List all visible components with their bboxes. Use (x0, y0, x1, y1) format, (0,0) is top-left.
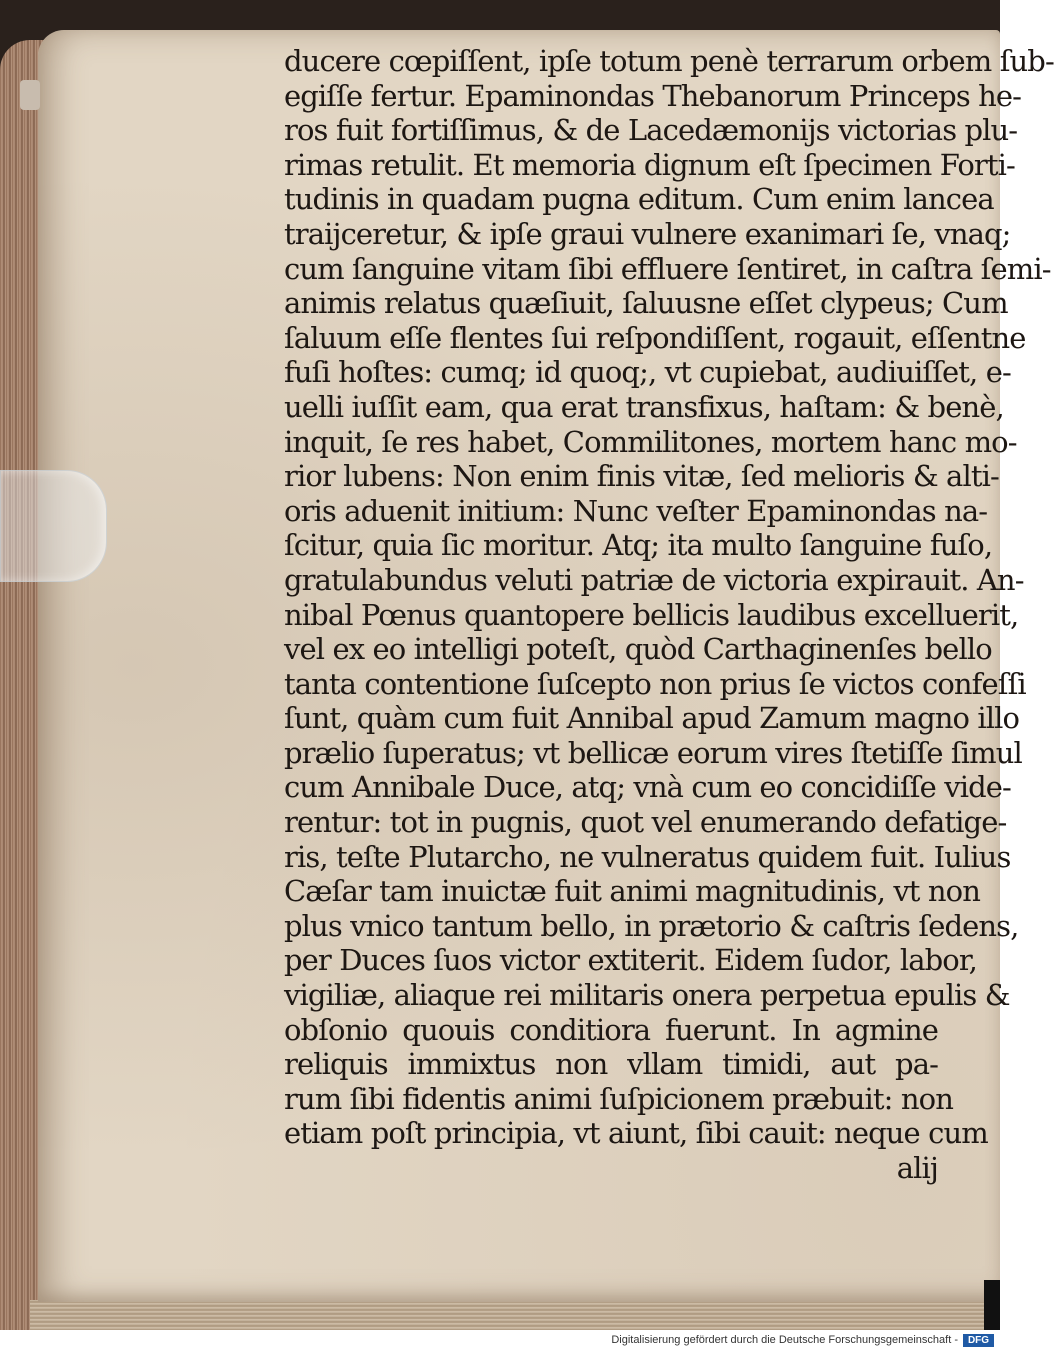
text-line: ſunt, quàm cum fuit Annibal apud Zamum magno illo (284, 701, 1020, 736)
funding-notice: Digitalisierung gefördert durch die Deutsche Forschungsgemeinschaft - (611, 1334, 958, 1346)
text-line: rior lubens: Non enim finis vitæ, ſed melioris & alti- (284, 459, 999, 494)
text-line: tudinis in quadam pugna editum. Cum enim lancea (284, 182, 994, 217)
text-line: ducere cœpiſſent, ipſe totum penè terrarum orbem ſub- (284, 44, 1054, 78)
plastic-page-holder (0, 470, 107, 582)
text-line: ſcitur, quia ſic moritur. Atq; ita multo ſanguine fuſo, (284, 528, 993, 563)
text-line: oris aduenit initium: Nunc veſter Epaminondas na- (284, 493, 988, 528)
text-line: tanta contentione ſuſcepto non prius ſe victos confeſſi (284, 666, 1026, 701)
text-line: traijceretur, & ipſe graui vulnere exanimari ſe, vnaq; (284, 216, 1011, 251)
text-line: inquit, ſe res habet, Commilitones, mortem hanc mo- (284, 424, 1017, 459)
text-line: rentur: tot in pugnis, quot vel enumerando defatige- (284, 805, 1007, 840)
text-line: per Duces ſuos victor extiterit. Eidem ſudor, labor, (284, 943, 977, 978)
text-line: vel ex eo intelligi poteſt, quòd Carthaginenſes bello (284, 632, 992, 667)
text-line: gratulabundus veluti patriæ de victoria expirauit. An- (284, 562, 1024, 597)
text-line: egiſſe fertur. Epaminondas Thebanorum Princeps he- (284, 78, 1022, 113)
text-line: ros fuit fortiſſimus, & de Lacedæmonijs victorias plu- (284, 113, 1018, 148)
text-line: uelli iuſſit eam, qua erat transfixus, haſtam: & benè, (284, 389, 1004, 424)
text-line: cum ſanguine vitam ſibi effluere ſentiret, in caſtra ſemi- (284, 251, 1051, 286)
text-line: rimas retulit. Et memoria dignum eſt ſpecimen Forti- (284, 147, 1015, 182)
text-line: rum ſibi fidentis animi ſuſpicionem præbuit: non (284, 1081, 953, 1116)
text-line: Cæſar tam inuictæ fuit animi magnitudinis, vt non (284, 874, 980, 909)
text-line: cum Annibale Duce, atq; vnà cum eo concidiſſe vide- (284, 770, 1011, 805)
text-line: etiam poſt principia, vt aiunt, ſibi cauit: neque cum (284, 1116, 988, 1151)
text-line: fuſi hoſtes: cumq; id quoq;, vt cupiebat, audiuiſſet, e- (284, 355, 1011, 390)
page-edges-bottom (30, 1300, 1000, 1330)
scan-border-dark (984, 1280, 1000, 1330)
text-line: nibal Pœnus quantopere bellicis laudibus excelluerit, (284, 597, 1019, 632)
footer (0, 1330, 1000, 1351)
dfg-logo-icon[interactable]: DFG (963, 1334, 994, 1347)
text-block (284, 44, 1054, 1186)
text-line: ſaluum eſſe flentes ſui reſpondiſſent, rogauit, eſſentne (284, 320, 1026, 355)
text-line: obſonio quouis conditiora fuerunt. In agmine (284, 1012, 938, 1047)
text-line: animis relatus quæſiuit, ſaluusne eſſet clypeus; Cum (284, 286, 1008, 321)
catchword: alij (896, 1151, 938, 1185)
text-line: reliquis immixtus non vllam timidi, aut pa- (284, 1047, 938, 1082)
text-line: plus vnico tantum bello, in prætorio & caſtris ſedens, (284, 908, 1019, 943)
text-line: prælio ſuperatus; vt bellicæ eorum vires ſtetiſſe ſimul (284, 735, 1022, 770)
text-line: vigiliæ, aliaque rei militaris onera perpetua epulis & (284, 978, 1010, 1013)
text-line: ris, teſte Plutarcho, ne vulneratus quidem fuit. Iulius (284, 839, 1011, 874)
page-clip (20, 80, 40, 110)
